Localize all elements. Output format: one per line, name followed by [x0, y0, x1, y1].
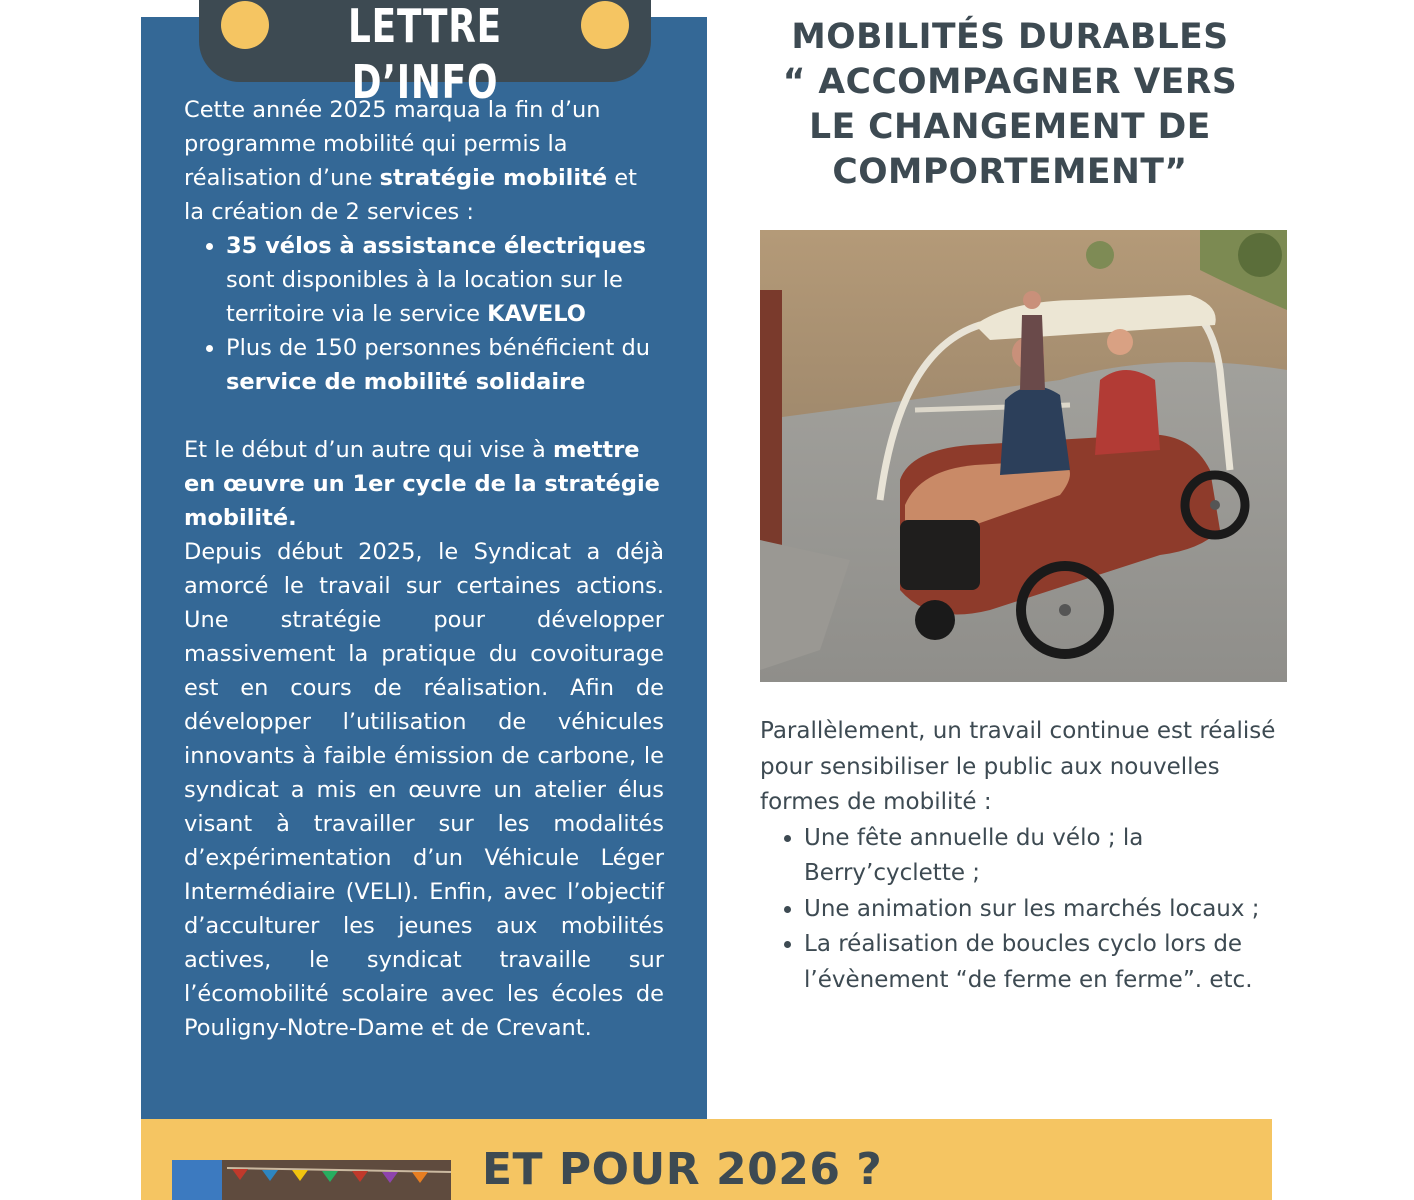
body-paragraph: Depuis début 2025, le Syndicat a déjà amorcé le travail sur certaines actions. Une stratégie pour développer massivement la pratique du covoiturage est en cours de réalisation. Afin de développer l’utilisation de véhicules innovants à faible émission de carbone, le syndicat a mis en œuvre un atelier élus visant à travailler sur les modalités d’expérimentation d’un Véhicule Léger Intermédiaire (VELI). Enfin, avec l’objectif d’acculturer les jeunes aux mobilités actives, le syndicat travaille sur l’écomobilité scolaire avec les écoles de Pouligny-Notre-Dame et de Crevant. [184, 539, 664, 1041]
awareness-paragraph: Parallèlement, un travail continue est réalisé pour sensibiliser le public aux nouvelles formes de mobilité : [760, 718, 1276, 815]
next-paragraph: Et le début d’un autre qui vise à mettre en œuvre un 1er cycle de la stratégie mobilité. [184, 437, 660, 531]
actions-list [760, 821, 1290, 999]
yellow-dot-left [221, 1, 269, 49]
services-list [184, 229, 664, 399]
section-title: MOBILITÉS DURABLES “ ACCOMPAGNER VERS LE CHANGEMENT DE COMPORTEMENT” [782, 17, 1238, 192]
event-photo [172, 1160, 451, 1200]
list-item: • Une animation sur les marchés locaux ; [804, 892, 1290, 928]
list-item: • 35 vélos à assistance électriques sont disponibles à la location sur le territoire via le service KAVELO [226, 229, 664, 331]
list-item: • La réalisation de boucles cyclo lors de l’évènement “de ferme en ferme”. etc. [804, 927, 1290, 998]
header-title: LETTRE D’INFO [348, 0, 502, 109]
bottom-title: ET POUR 2026 ? [482, 1144, 883, 1195]
list-item: • Plus de 150 personnes bénéficient du service de mobilité solidaire [226, 331, 664, 399]
left-column [184, 93, 664, 1045]
intro-paragraph: Cette année 2025 marqua la fin d’un programme mobilité qui permis la réalisation d’une stratégie mobilité et la création de 2 services : [184, 97, 637, 225]
right-column [760, 714, 1290, 998]
yellow-dot-right [581, 1, 629, 49]
list-item: • Une fête annuelle du vélo ; la Berry’cyclette ; [804, 821, 1290, 892]
velomobile-photo [760, 230, 1287, 682]
